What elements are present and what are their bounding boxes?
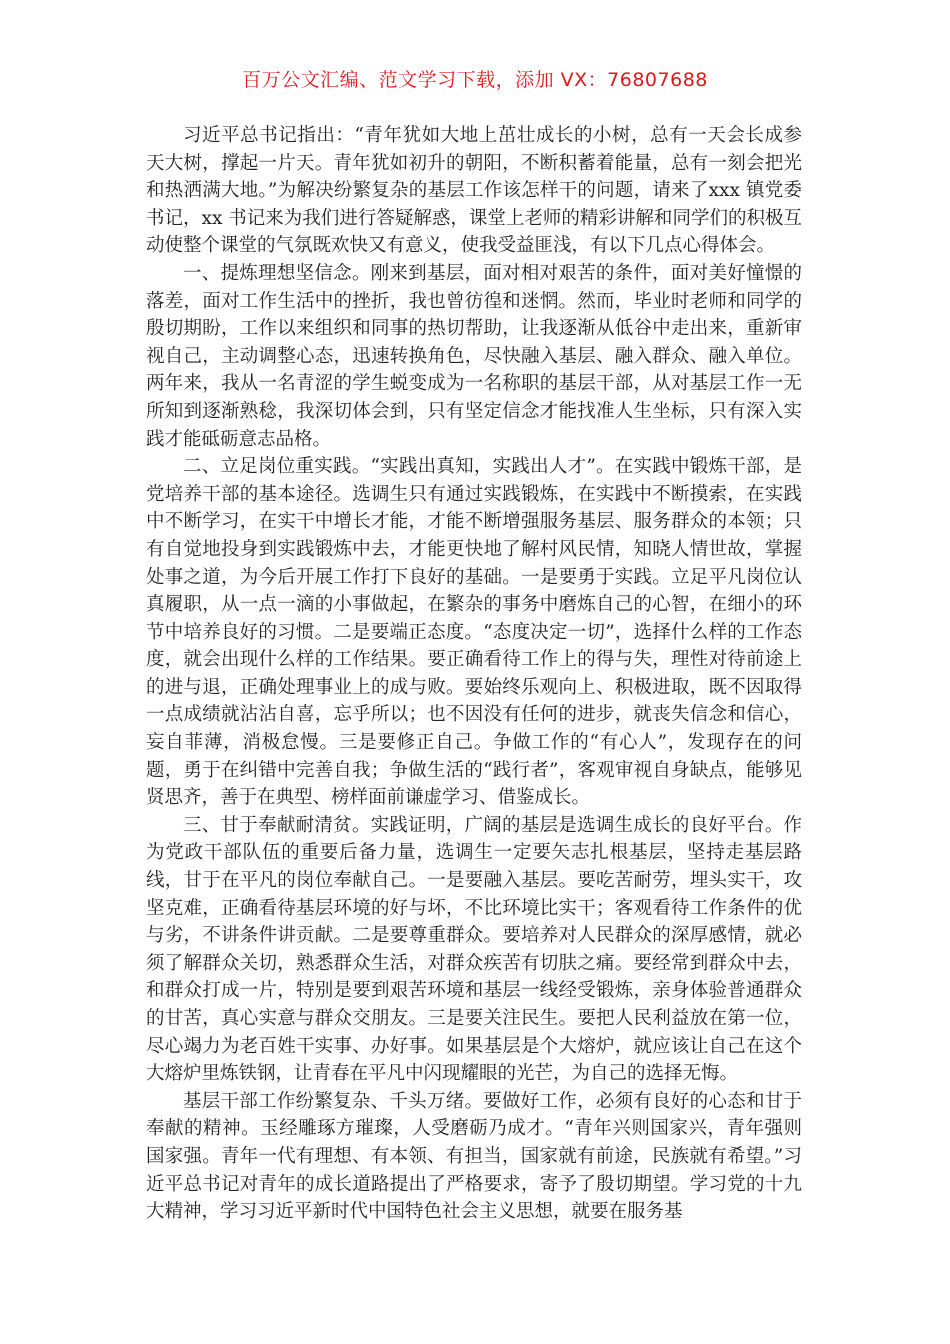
article-body bbox=[146, 122, 802, 1226]
promo-header: 百万公文汇编、范文学习下载，添加 VX：76807688 bbox=[242, 69, 708, 91]
paragraph-point-two: 二、立足岗位重实践。“实践出真知，实践出人才”。在实践中锻炼干部，是党培养干部的基本途径。选调生只有通过实践锻炼，在实践中不断摸索，在实践中不断学习，在实干中增长才能，才能不断增强服务基层、服务群众的本领；只有自觉地投身到实践锻炼中去，才能更快地了解村风民情，知晓人情世故，掌握处事之道，为今后开展工作打下良好的基础。一是要勇于实践。立足平凡岗位认真履职，从一点一滴的小事做起，在繁杂的事务中磨炼自己的心智，在细小的环节中培养良好的习惯。二是要端正态度。“态度决定一切”，选择什么样的工作态度，就会出现什么样的工作结果。要正确看待工作上的得与失，理性对待前途上的进与退，正确处理事业上的成与败。要始终乐观向上、积极进取，既不因取得一点成绩就沾沾自喜，忘乎所以；也不因没有任何的进步，就丧失信念和信心，妄自菲薄，消极怠慢。三是要修正自己。争做工作的“有心人”，发现存在的问题，勇于在纠错中完善自我；争做生活的“践行者”，客观审视自身缺点，能够见贤思齐，善于在典型、榜样面前谦虚学习、借鉴成长。 bbox=[146, 456, 802, 809]
paragraph-conclusion: 基层干部工作纷繁复杂、千头万绪。要做好工作，必须有良好的心态和甘于奉献的精神。玉经雕琢方璀璨，人受磨砺乃成才。“青年兴则国家兴，青年强则国家强。青年一代有理想、有本领、有担当，国家就有前途，民族就有希望。”习近平总书记对青年的成长道路提出了严格要求，寄予了殷切期望。学习党的十九大精神，学习习近平新时代中国特色社会主义思想，就要在服务基 bbox=[146, 1090, 802, 1223]
paragraph-point-three: 三、甘于奉献耐清贫。实践证明，广阔的基层是选调生成长的良好平台。作为党政干部队伍的重要后备力量，选调生一定要矢志扎根基层，坚持走基层路线，甘于在平凡的岗位奉献自己。一是要融入基层。要吃苦耐劳，埋头实干，攻坚克难，正确看待基层环境的好与坏，不比环境比实干；客观看待工作条件的优与劣，不讲条件讲贡献。二是要尊重群众。要培养对人民群众的深厚感情，就必须了解群众关切，熟悉群众生活，对群众疾苦有切肤之痛。要经常到群众中去，和群众打成一片，特别是要到艰苦环境和基层一线经受锻炼，亲身体验普通群众的甘苦，真心实意与群众交朋友。三是要关注民生。要把人民利益放在第一位，尽心竭力为老百姓干实事、办好事。如果基层是个大熔炉，就应该让自己在这个大熔炉里炼铁钢，让青春在平凡中闪现耀眼的光芒，为自己的选择无悔。 bbox=[146, 814, 802, 1085]
paragraph-point-one: 一、提炼理想坚信念。刚来到基层，面对相对艰苦的条件，面对美好憧憬的落差，面对工作生活中的挫折，我也曾彷徨和迷惘。然而，毕业时老师和同学的殷切期盼，工作以来组织和同事的热切帮助，让我逐渐从低谷中走出来，重新审视自己，主动调整心态，迅速转换角色，尽快融入基层、融入群众、融入单位。两年来，我从一名青涩的学生蜕变成为一名称职的基层干部，从对基层工作一无所知到逐渐熟稔，我深切体会到，只有坚定信念才能找准人生坐标，只有深入实践才能砥砺意志品格。 bbox=[146, 262, 802, 450]
paragraph-intro: 习近平总书记指出：“青年犹如大地上茁壮成长的小树，总有一天会长成参天大树，撑起一片天。青年犹如初升的朝阳，不断积蓄着能量，总有一刻会把光和热洒满大地。”为解决纷繁复杂的基层工作该怎样干的问题，请来了xxx 镇党委书记，xx 书记来为我们进行答疑解惑，课堂上老师的精彩讲解和同学们的积极互动使整个课堂的气氛既欢快又有意义，使我受益匪浅，有以下几点心得体会。 bbox=[146, 125, 802, 257]
